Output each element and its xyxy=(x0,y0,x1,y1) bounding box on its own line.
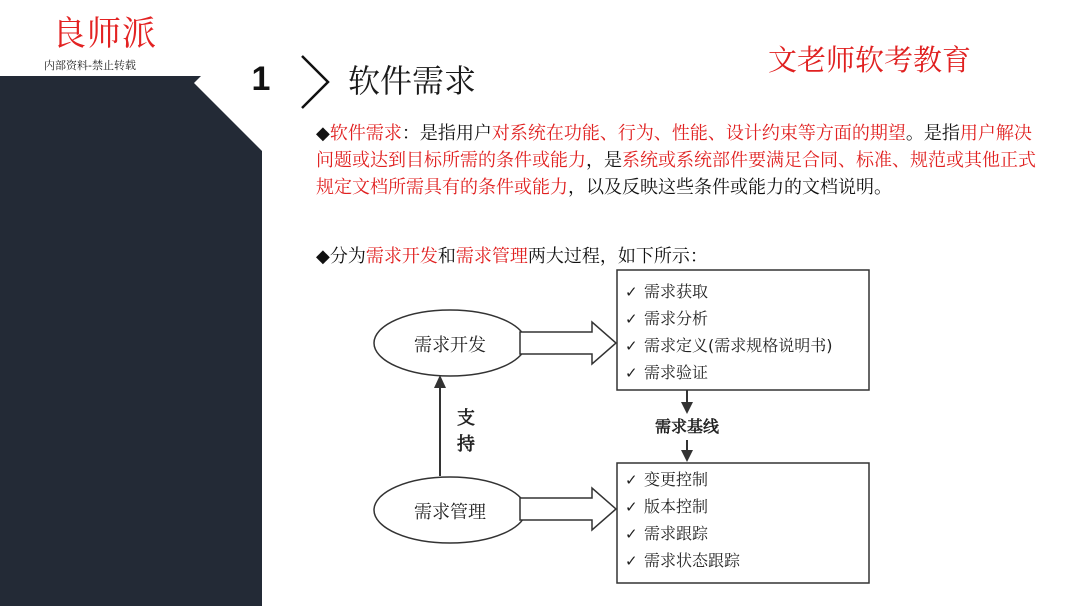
mgmt-item: 需求跟踪 xyxy=(644,524,709,543)
dev-label: 需求开发 xyxy=(414,335,486,356)
dev-item: 需求定义(需求规格说明书) xyxy=(644,336,833,355)
highlight-run: 需求开发 xyxy=(365,246,438,267)
dev-item: 需求验证 xyxy=(644,363,709,382)
text-run: 两大过程，如下所示： xyxy=(527,246,708,267)
check-icon: ✓ xyxy=(625,283,638,301)
slide-title: 软件需求 xyxy=(348,62,477,100)
support-arrow-head xyxy=(434,375,446,388)
text-run: 和 xyxy=(437,246,456,267)
support-char-2: 持 xyxy=(457,434,475,455)
definition-paragraph xyxy=(316,120,1036,201)
baseline-label: 需求基线 xyxy=(654,417,720,436)
baseline-arrow-top-head xyxy=(681,402,693,414)
text-run: ，以及反映这些条件或能力的文档说明。 xyxy=(568,177,892,198)
check-icon: ✓ xyxy=(625,498,638,516)
process-line xyxy=(316,243,1036,270)
highlight-run: 需求管理 xyxy=(455,246,528,267)
mgmt-block-arrow xyxy=(520,488,616,530)
highlight-run: 用户解决问题或达到目标所需的条件或能力 xyxy=(316,123,1032,171)
baseline-arrow-bottom-head xyxy=(681,450,693,462)
check-icon: ✓ xyxy=(625,337,638,355)
check-icon: ✓ xyxy=(625,310,638,328)
brand-note: 内部资料-禁止转载 xyxy=(44,59,136,72)
check-icon: ✓ xyxy=(625,552,638,570)
term: 软件需求 xyxy=(329,123,402,144)
organization-name: 文老师软考教育 xyxy=(768,43,972,77)
mgmt-item: 变更控制 xyxy=(644,470,709,489)
check-icon: ✓ xyxy=(625,471,638,489)
mgmt-label: 需求管理 xyxy=(414,502,486,523)
dev-item: 需求分析 xyxy=(644,309,709,328)
text-run: 分为 xyxy=(329,246,366,267)
highlight-run: 对系统在功能、行为、性能、设计约束等方面的期望 xyxy=(491,123,906,144)
dev-block-arrow xyxy=(520,322,616,364)
bullet-diamond-icon: ◆ xyxy=(316,123,330,144)
check-icon: ✓ xyxy=(625,364,638,382)
mgmt-item: 版本控制 xyxy=(644,497,709,516)
text-run: ，是 xyxy=(586,150,622,171)
text-run: ：是指用户 xyxy=(401,123,492,144)
mgmt-item: 需求状态跟踪 xyxy=(644,551,741,570)
text-run: 。是指 xyxy=(905,123,960,144)
bullet-diamond-icon: ◆ xyxy=(316,246,330,267)
check-icon: ✓ xyxy=(625,525,638,543)
requirements-diagram xyxy=(360,268,880,598)
support-char-1: 支 xyxy=(457,408,475,429)
highlight-run: 系统或系统部件要满足合同、标准、规范或其他正式规定文档所需具有的条件或能力 xyxy=(316,150,1036,198)
section-number: 1 xyxy=(251,60,271,98)
dev-item: 需求获取 xyxy=(644,282,709,301)
brand-logo: 良师派 xyxy=(52,14,157,54)
